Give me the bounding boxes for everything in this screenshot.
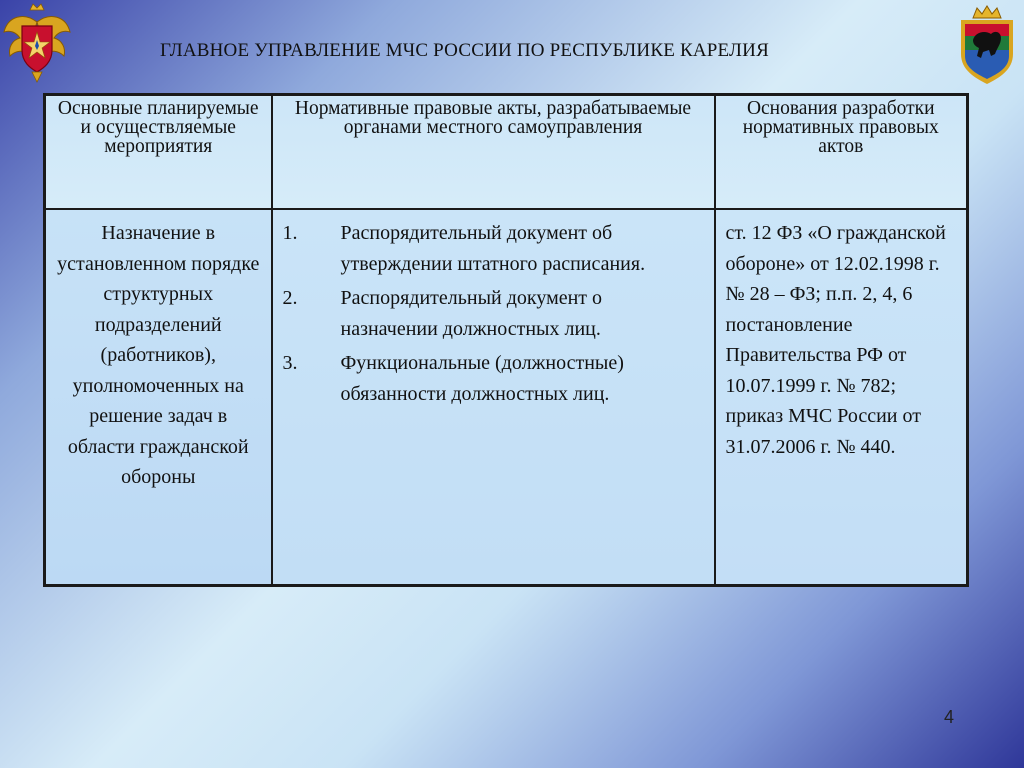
column-header-activities: Основные планируемые и осуществляемые мероприятия xyxy=(45,95,272,210)
activity-cell: Назначение в установленном порядке структурных подразделений (работников), уполномоченных на решение задач в области гражданской обороны xyxy=(45,209,272,586)
legal-acts-table xyxy=(43,93,969,587)
karelia-coat-of-arms-icon xyxy=(955,4,1019,86)
list-item-number: 1. xyxy=(282,222,298,244)
list-item xyxy=(283,283,702,344)
list-item-number: 3. xyxy=(282,352,298,374)
legal-acts-cell xyxy=(272,209,715,586)
list-item-text: Распорядительный документ о назначении должностных лиц. xyxy=(340,287,603,340)
table-row xyxy=(45,209,968,586)
basis-cell: ст. 12 ФЗ «О гражданской обороне» от 12.02.1998 г. № 28 – ФЗ; п.п. 2, 4, 6 постановление Правительства РФ от 10.07.1999 г. № 782; приказ МЧС России от 31.07.2006 г. № 440. xyxy=(715,209,968,586)
column-header-basis: Основания разработки нормативных правовых актов xyxy=(715,95,968,210)
mchs-emblem-icon xyxy=(2,2,72,84)
list-item-number: 2. xyxy=(282,287,298,309)
legal-acts-list xyxy=(283,218,702,409)
list-item-text: Распорядительный документ об утверждении штатного расписания. xyxy=(340,222,646,275)
page-title: ГЛАВНОЕ УПРАВЛЕНИЕ МЧС РОССИИ ПО РЕСПУБЛИКЕ КАРЕЛИЯ xyxy=(160,40,769,61)
list-item xyxy=(283,218,702,279)
list-item-text: Функциональные (должностные) обязанности должностных лиц. xyxy=(340,352,624,405)
column-header-legal-acts: Нормативные правовые акты, разрабатываемые органами местного самоуправления xyxy=(272,95,715,210)
page-number: 4 xyxy=(944,707,955,727)
table-header-row xyxy=(45,95,968,210)
list-item xyxy=(283,348,702,409)
